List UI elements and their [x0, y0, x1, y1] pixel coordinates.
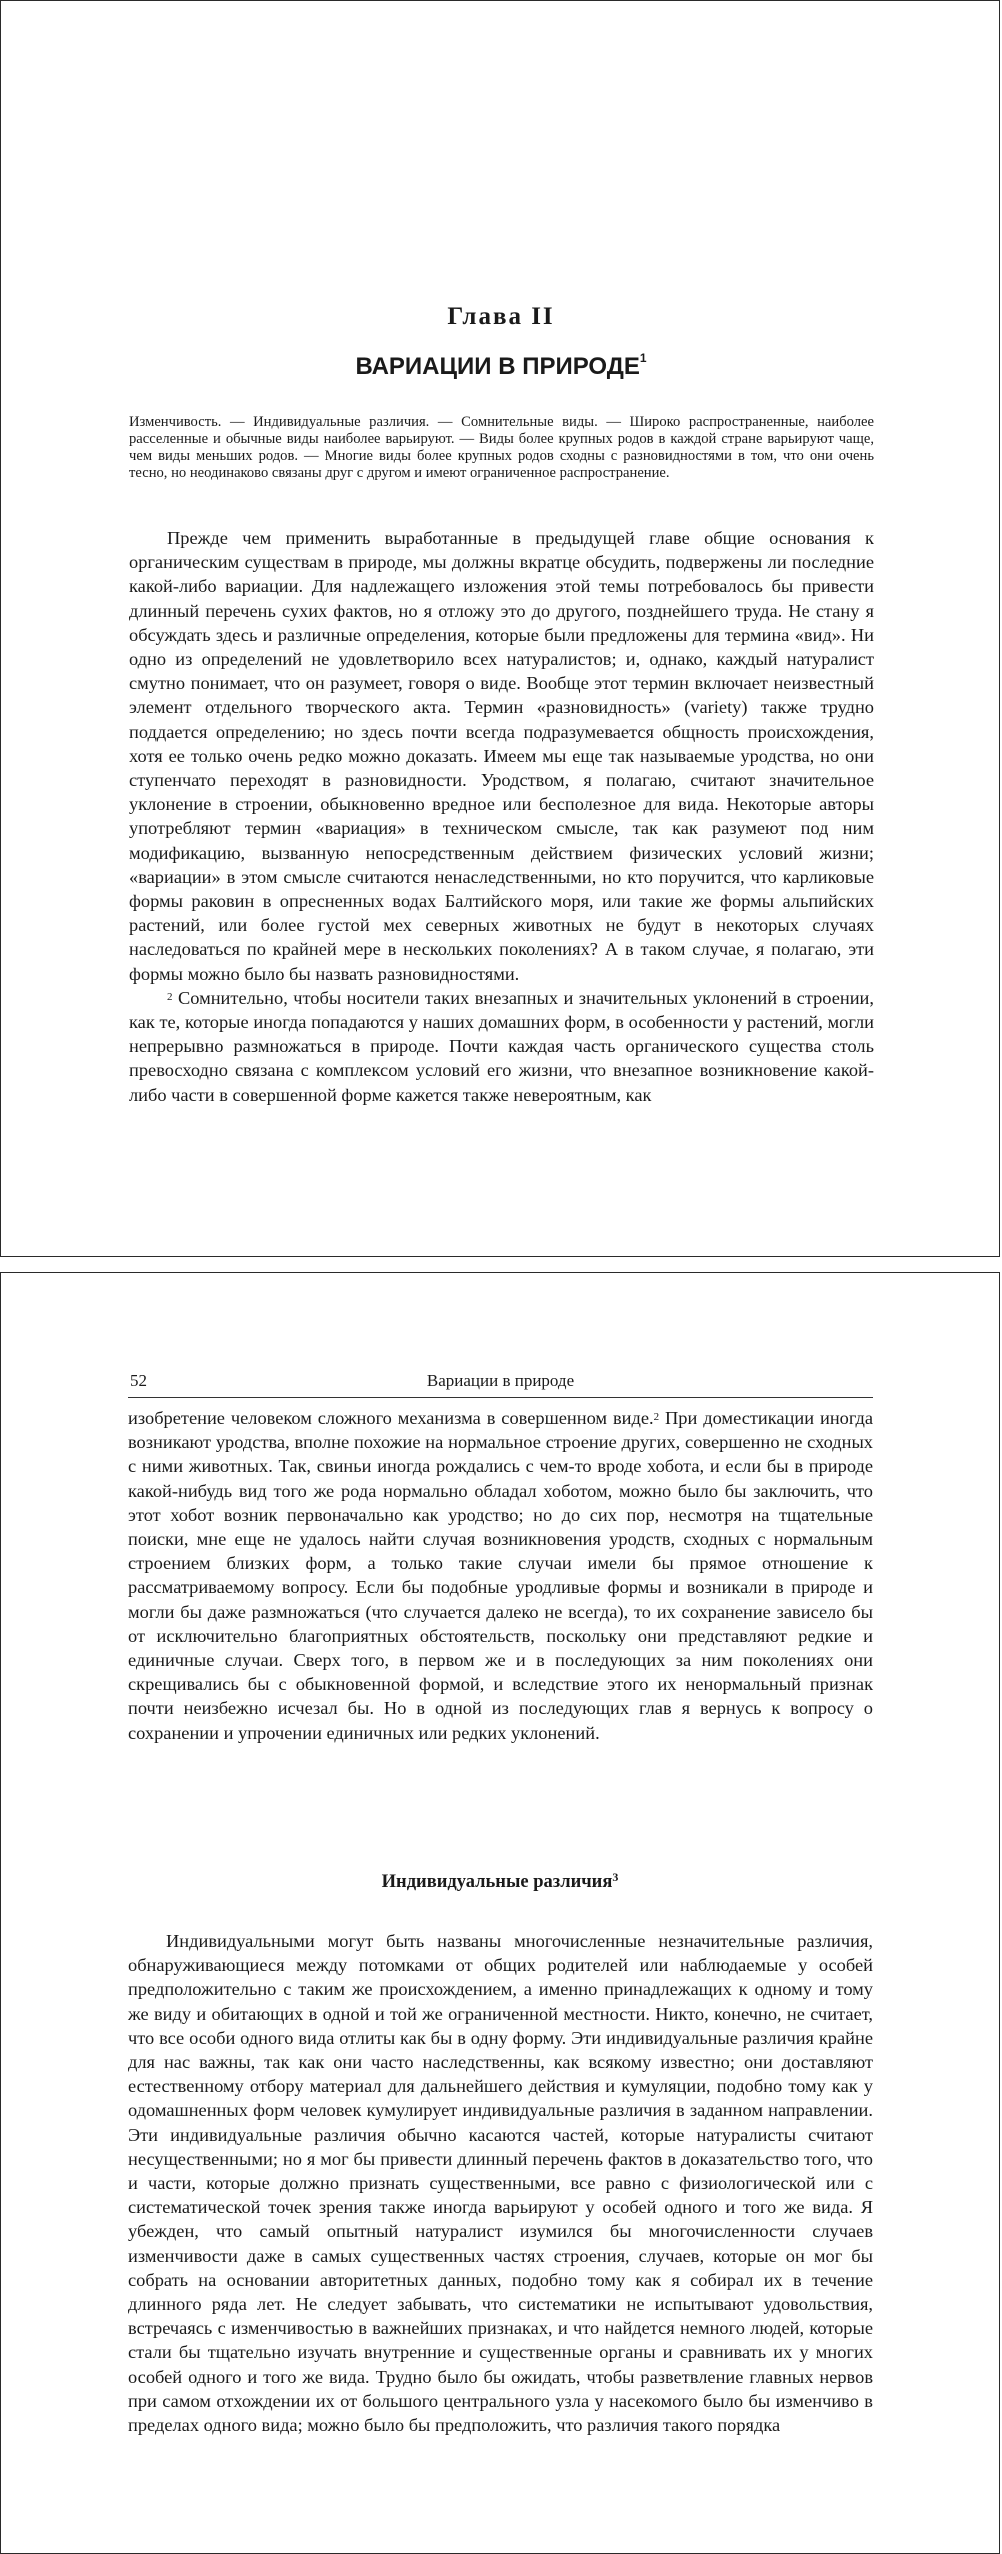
- footnote-mark: 2: [653, 1411, 660, 1423]
- running-title: Вариации в природе: [426, 1371, 575, 1390]
- chapter-title: [1, 353, 1001, 381]
- paragraph: [128, 1406, 873, 1745]
- section-body: [128, 1929, 873, 2437]
- section-heading: [0, 1872, 1000, 1893]
- book-page-1: [0, 0, 1000, 1257]
- running-header: [128, 1369, 873, 1398]
- section-footnote-mark: 3: [612, 1870, 619, 1884]
- paragraph: Индивидуальными могут быть названы многочисленные незначительные различия, обнаруживающиеся между потомками от общих родителей или наблюдаемые у особей предположительно с таким же происхождением, а именно принадлежащих к одному и тому же виду и обитающих в одной и той же ограниченной местности. Никто, конечно, не считает, что все особи одного вида отлиты как бы в одну форму. Эти индивидуальные различия крайне для нас важны, так как они часто наследственны, как всякому известно; они доставляют естественному отбору материал для дальнейшего действия и кумуляции, подобно тому как у одомашненных форм человек кумулирует индивидуальные различия в заданном направлении. Эти индивидуальные различия обычно касаются частей, которые натуралисты считают несущественными; но я мог бы привести длинный перечень фактов в доказательство того, что и части, которые должно признать существенными, все равно с физиологической или с систематической точек зрения также иногда варьируют у особей одного и того же вида. Я убежден, что самый опытный натуралист изумился бы многочисленности случаев изменчивости даже в самых существенных частях строения, случаев, которые он мог бы собрать на основании авторитетных данных, подобно тому как я собирал их в течение длинного ряда лет. Не следует забывать, что систематики не испытывают удовольствия, встречаясь с изменчивостью в важнейших признаках, и что найдется немного людей, которые стали бы тщательно изучать внутренние и существенные органы и сравнивать их у многих особей одного и того же вида. Трудно было бы ожидать, чтобы разветвление главных нервов при самом отхождении их от большого центрального узла у насекомого было бы изменчиво в пределах одного вида; можно было бы предположить, что различия такого порядка: [128, 1931, 873, 2436]
- paragraph-text: Сомнительно, чтобы носители таких внезапных и значительных уклонений в строении, как те, которые иногда попадаются у наших домашних форм, в особенности у растений, могли непрерывно размножаться в природе. Почти каждая часть органического существа столь превосходно связана с комплексом условий его жизни, что внезапное возникновение какой-либо части в совершенной форме кажется также невероятным, как: [129, 987, 874, 1105]
- chapter-title-footnote-mark: 1: [639, 351, 647, 365]
- section-heading-text: Индивидуальные различия: [381, 1872, 613, 1892]
- page2-continuation: [128, 1406, 873, 1745]
- page-gap: [0, 1257, 1002, 1272]
- page-number: 52: [130, 1371, 147, 1390]
- page1-body: [129, 526, 874, 1107]
- paragraph: [129, 986, 874, 1107]
- footnote-mark: 2: [167, 990, 173, 1003]
- chapter-number: Глава II: [447, 303, 555, 330]
- chapter-title-text: ВАРИАЦИИ В ПРИРОДЕ: [355, 353, 640, 380]
- chapter-abstract: Изменчивость. — Индивидуальные различия. — Сомнительные виды. — Широко распространенные, наиболее расселенные и обычные виды наиболее варьируют. — Виды более крупных родов в каждой стране варьируют чаще, чем виды меньших родов. — Многие виды более крупных родов сходны с разновидностями в том, что они очень тесно, но неодинаково связаны друг с другом и имеют ограниченное распространение.: [129, 414, 874, 481]
- paragraph: Прежде чем применить выработанные в предыдущей главе общие основания к органическим существам в природе, мы должны вкратце обсудить, подвержены ли последние какой-либо вариации. Для надлежащего изложения этой темы потребовалось бы привести длинный перечень сухих фактов, но я отложу это до другого, позднейшего труда. Не стану я обсуждать здесь и различные определения, которые были предложены для термина «вид». Ни одно из определений не удовлетворило всех натуралистов; и, однако, каждый натуралист смутно понимает, что он разумеет, говоря о виде. Вообще этот термин включает неизвестный элемент отдельного творческого акта. Термин «разновидность» (variety) также трудно поддается определению; но здесь почти всегда подразумевается общность происхождения, хотя ее только очень редко можно доказать. Имеем мы еще так называемые уродства, но они ступенчато переходят в разновидности. Уродством, я полагаю, считают значительное уклонение в строении, обыкновенно вредное или бесполезное для вида. Некоторые авторы употребляют термин «вариация» в техническом смысле, так как разумеют под ним модификацию, вызванную непосредственным действием физических условий жизни; «вариации» в этом смысле считаются ненаследственными, но кто поручится, что карликовые формы раковин в опресненных водах Балтийского моря, или такие же формы альпийских растений, или более густой мех северных животных не будут в некоторых случаях наследоваться по крайней мере в нескольких поколениях? А в таком случае, я полагаю, эти формы можно было бы назвать разновидностями.: [129, 528, 874, 984]
- paragraph-text: При доместикации иногда возникают уродства, вполне похожие на нормальное строение других, совершенно не сходных с ними животных. Так, свиньи иногда рождались с чем-то вроде хобота, и если бы в природе какой-нибудь вид того же рода нормально обладал хоботом, можно было бы заключить, что этот хобот возник первоначально как уродство; но до сих пор, несмотря на тщательные поиски, мне еще не удалось найти случая возникновения уродств, сходных с нормальным строением близких форм, а только такие случаи имели бы прямое отношение к рассматриваемому вопросу. Если бы подобные уродливые формы и возникали в природе и могли бы даже размножаться (что случается далеко не всегда), то их сохранение зависело бы от исключительно благоприятных обстоятельств, поскольку они представляют редкие и единичные случаи. Сверх того, в первом же и в последующих за ним поколениях они скрещивались бы с обыкновенной формой, и вследствие этого их ненормальный признак почти неизбежно исчезал бы. Но в одной из последующих глав я вернусь к вопросу о сохранении и упрочении единичных или редких уклонений.: [128, 1408, 873, 1743]
- paragraph-text: изобретение человеком сложного механизма в совершенном виде.: [128, 1408, 654, 1428]
